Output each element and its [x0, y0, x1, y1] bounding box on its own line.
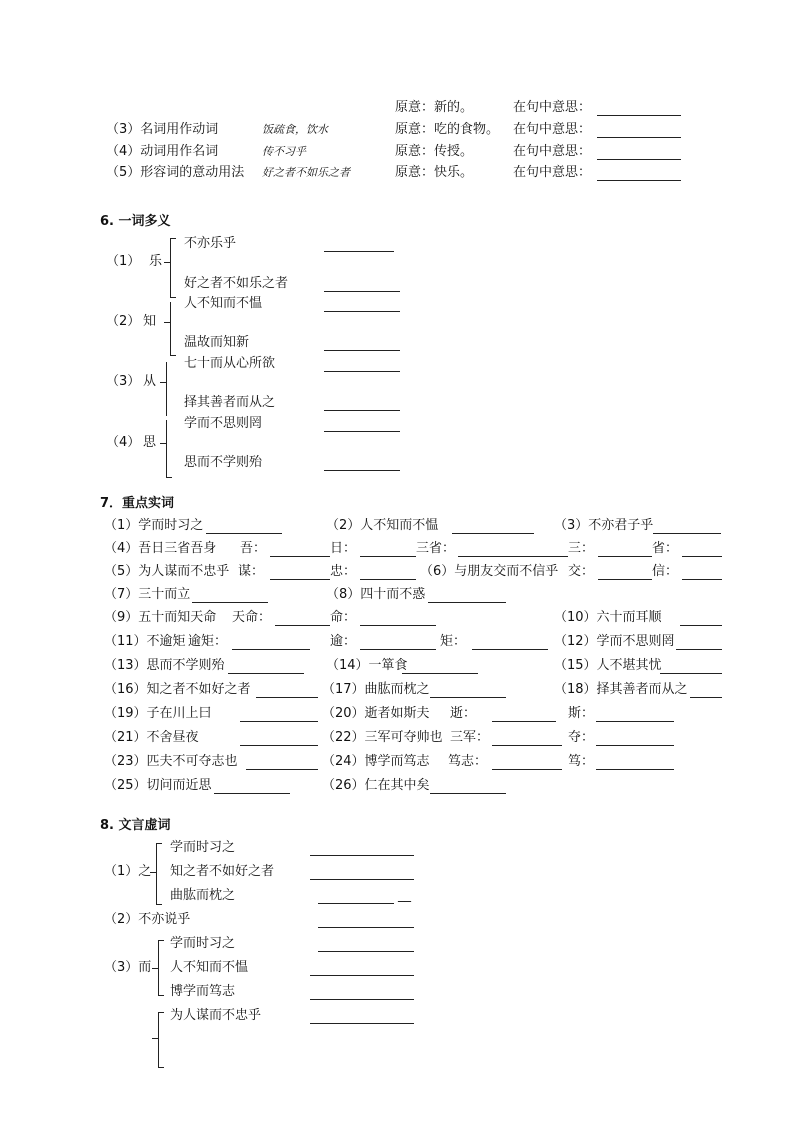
brace-tick: [152, 1038, 158, 1039]
word-label: 斯：: [568, 706, 595, 721]
item-number: （4）: [106, 435, 141, 450]
answer-blank[interactable]: [597, 123, 681, 138]
item-number: （1）之: [104, 864, 152, 879]
answer-blank[interactable]: [472, 635, 548, 650]
word-label: 笃：: [568, 754, 595, 769]
orig-meaning: 原意：快乐。: [395, 165, 474, 180]
word-label: 命：: [330, 610, 357, 625]
brace-tick: [156, 904, 162, 905]
word-label: 矩：: [440, 634, 467, 649]
question: （20）逝者如斯夫: [322, 706, 430, 721]
phrase: 知之者不如好之者: [170, 864, 275, 879]
orig-meaning: 原意：吃的食物。: [395, 122, 500, 137]
question: （6）与朋友交而不信乎: [420, 564, 559, 579]
orig-meaning: 原意：传授。: [395, 144, 474, 159]
answer-blank[interactable]: [318, 889, 394, 904]
brace: [170, 238, 171, 298]
phrase: 人不知而不愠: [170, 960, 249, 975]
answer-blank[interactable]: [310, 841, 414, 856]
phrase: 七十而从心所欲: [184, 356, 276, 371]
phrase: 学而时习之: [170, 936, 236, 951]
brace: [170, 302, 171, 356]
answer-blank[interactable]: [458, 542, 568, 557]
answer-blank[interactable]: [310, 961, 414, 976]
answer-blank[interactable]: [682, 542, 722, 557]
answer-blank[interactable]: [598, 542, 652, 557]
question: （16）知之者不如好之者: [104, 682, 251, 697]
tail-blank: __: [398, 888, 411, 903]
word-label: 信：: [652, 564, 679, 579]
word-label: 三省：: [416, 541, 456, 556]
item-number: （3）: [106, 374, 141, 389]
answer-blank[interactable]: [214, 779, 290, 794]
question: （18）择其善者而从之: [554, 682, 688, 697]
answer-blank[interactable]: [596, 755, 674, 770]
answer-blank[interactable]: [492, 731, 562, 746]
answer-blank[interactable]: [324, 417, 400, 432]
brace-tick: [170, 297, 176, 298]
answer-blank[interactable]: [318, 937, 414, 952]
question: （14）一箪食: [326, 658, 408, 673]
answer-blank[interactable]: [360, 542, 416, 557]
answer-blank[interactable]: [680, 611, 722, 626]
brace-tick: [170, 238, 176, 239]
question: （5）为人谋而不忠乎: [104, 564, 230, 579]
question: （24）博学而笃志: [322, 754, 430, 769]
section-title: 8. 文言虚词: [100, 818, 171, 833]
answer-blank[interactable]: [690, 683, 722, 698]
question: （17）曲肱而枕之: [322, 682, 430, 697]
question: （4）吾日三省吾身: [104, 541, 217, 556]
answer-blank[interactable]: [452, 519, 534, 534]
section-title: 6. 一词多义: [100, 214, 171, 229]
answer-blank[interactable]: [275, 611, 330, 626]
question: （7）三十而立: [104, 587, 191, 602]
answer-blank[interactable]: [492, 707, 556, 722]
phrase: 择其善者而从之: [184, 395, 276, 410]
question: （1）学而时习之: [104, 518, 204, 533]
question: （19）子在川上曰: [104, 706, 212, 721]
answer-blank[interactable]: [310, 865, 414, 880]
word-label: 交：: [568, 564, 595, 579]
answer-blank[interactable]: [256, 683, 318, 698]
brace-tick: [164, 262, 170, 263]
brace: [158, 1012, 159, 1068]
meaning-label: 在句中意思：: [513, 165, 592, 180]
example-phrase: 好之者不如乐之者: [262, 166, 350, 179]
answer-blank[interactable]: [597, 145, 681, 160]
example-phrase: 饭疏食，饮水: [262, 123, 328, 136]
answer-blank[interactable]: [596, 731, 674, 746]
orig-meaning-new: 原意：新的。: [395, 100, 474, 115]
brace-tick: [156, 843, 162, 844]
answer-blank[interactable]: [402, 659, 478, 674]
answer-blank[interactable]: [246, 755, 318, 770]
question: （15）人不堪其忧: [554, 658, 662, 673]
answer-blank[interactable]: [653, 519, 721, 534]
answer-blank[interactable]: [270, 542, 330, 557]
answer-blank[interactable]: [324, 336, 400, 351]
answer-blank[interactable]: [430, 683, 506, 698]
word-label: 省：: [652, 541, 679, 556]
answer-blank[interactable]: [682, 565, 722, 580]
question: （11）不逾矩: [104, 634, 186, 649]
phrase: 博学而笃志: [170, 984, 236, 999]
phrase: 人不知而不愠: [184, 296, 263, 311]
answer-blank[interactable]: [240, 707, 318, 722]
answer-blank[interactable]: [192, 588, 268, 603]
phrase: 思而不学则殆: [184, 455, 263, 470]
answer-blank[interactable]: [360, 635, 436, 650]
phrase: 不亦乐乎: [184, 236, 237, 251]
question: （2）人不知而不愠: [326, 518, 439, 533]
brace: [158, 940, 159, 996]
usage-label: （5）形容词的意动用法: [106, 165, 245, 180]
word-label: 逾：: [330, 634, 357, 649]
question: （2）不亦说乎: [104, 912, 191, 927]
brace-tick: [152, 968, 158, 969]
question: （22）三军可夺帅也: [322, 730, 443, 745]
answer-blank[interactable]: [240, 731, 318, 746]
answer-blank[interactable]: [318, 913, 414, 928]
brace-tick: [166, 477, 172, 478]
answer-blank[interactable]: [324, 456, 400, 471]
question: （13）思而不学则殆: [104, 658, 225, 673]
brace-tick: [164, 322, 170, 323]
brace: [156, 843, 157, 905]
brace-tick: [158, 1012, 164, 1013]
meaning-label: 在句中意思：: [513, 122, 592, 137]
item-number: （1）: [106, 254, 141, 269]
item-number: （3）而: [104, 960, 152, 975]
brace-tick: [150, 872, 156, 873]
answer-blank[interactable]: [232, 635, 310, 650]
answer-blank[interactable]: [492, 755, 562, 770]
example-phrase: 传不习乎: [262, 145, 306, 158]
answer-blank[interactable]: [597, 166, 681, 181]
brace-tick: [158, 1067, 164, 1068]
brace-tick: [160, 443, 166, 444]
word-label: 逾矩：: [188, 634, 228, 649]
answer-blank[interactable]: [324, 357, 400, 372]
question: （3）不亦君子乎: [554, 518, 654, 533]
meaning-label: 在句中意思：: [513, 144, 592, 159]
question: （9）五十而知天命: [104, 610, 217, 625]
phrase: 学而不思则罔: [184, 416, 263, 431]
answer-blank[interactable]: [430, 779, 506, 794]
answer-blank[interactable]: [324, 277, 400, 292]
answer-blank[interactable]: [270, 565, 330, 580]
meaning-label: 在句中意思：: [513, 100, 592, 115]
word-label: 笃志：: [448, 754, 488, 769]
key-word: 知: [143, 314, 157, 329]
question: （25）切问而近思: [104, 778, 212, 793]
question: （8）四十而不惑: [326, 587, 426, 602]
answer-blank[interactable]: [310, 985, 414, 1000]
brace-tick: [158, 995, 164, 996]
answer-blank[interactable]: [428, 588, 506, 603]
phrase: 为人谋而不忠乎: [170, 1008, 262, 1023]
answer-blank[interactable]: [660, 659, 722, 674]
answer-blank[interactable]: [598, 565, 652, 580]
brace-tick: [160, 382, 166, 383]
section-title: 7．重点实词: [100, 496, 175, 511]
word-label: 谋：: [238, 564, 265, 579]
question: （10）六十而耳顺: [554, 610, 662, 625]
brace: [166, 420, 167, 478]
item-number: （2）: [106, 314, 141, 329]
phrase: 学而时习之: [170, 840, 236, 855]
question: （12）学而不思则罔: [554, 634, 675, 649]
word-label: 三军：: [450, 730, 490, 745]
word-label: 夺：: [568, 730, 595, 745]
answer-blank[interactable]: [360, 565, 416, 580]
answer-blank[interactable]: [324, 297, 400, 312]
answer-blank[interactable]: [597, 101, 681, 116]
word-label: 天命：: [232, 610, 272, 625]
word-label: 忠：: [330, 564, 357, 579]
brace-tick: [158, 940, 164, 941]
usage-label: （4）动词用作名词: [106, 144, 219, 159]
answer-blank[interactable]: [360, 611, 436, 626]
answer-blank[interactable]: [206, 519, 282, 534]
answer-blank[interactable]: [676, 635, 722, 650]
answer-blank[interactable]: [596, 707, 674, 722]
answer-blank[interactable]: [324, 396, 400, 411]
question: （21）不舍昼夜: [104, 730, 199, 745]
phrase: 好之者不如乐之者: [184, 276, 289, 291]
word-label: 三：: [568, 541, 595, 556]
key-word: 乐: [149, 254, 163, 269]
key-word: 思: [143, 435, 157, 450]
brace: [166, 362, 167, 416]
answer-blank[interactable]: [310, 1009, 414, 1024]
answer-blank[interactable]: [324, 237, 394, 252]
word-label: 日：: [330, 541, 357, 556]
word-label: 逝：: [450, 706, 477, 721]
question: （26）仁在其中矣: [322, 778, 430, 793]
key-word: 从: [143, 374, 157, 389]
brace-tick: [170, 355, 176, 356]
usage-label: （3）名词用作动词: [106, 122, 219, 137]
word-label: 吾：: [240, 541, 267, 556]
phrase: 温故而知新: [184, 335, 250, 350]
phrase: 曲肱而枕之: [170, 888, 236, 903]
answer-blank[interactable]: [228, 659, 304, 674]
question: （23）匹夫不可夺志也: [104, 754, 238, 769]
